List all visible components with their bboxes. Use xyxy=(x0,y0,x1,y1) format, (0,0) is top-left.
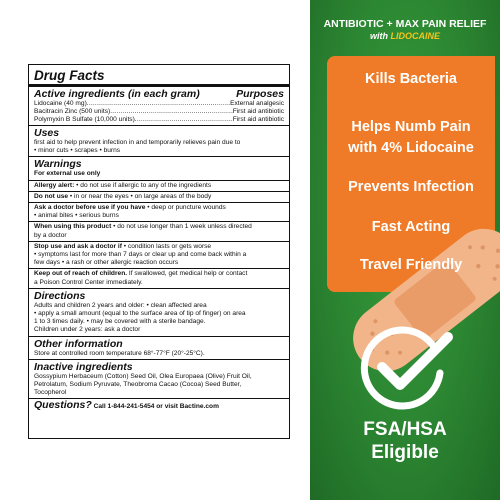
divider xyxy=(29,191,289,192)
questions-label: Questions? xyxy=(34,399,92,412)
divider xyxy=(29,359,289,360)
product-headline: ANTIBIOTIC + MAX PAIN RELIEF xyxy=(323,18,487,30)
other-info-text: Store at controlled room temperature 68°-77°F (20°-25°C). xyxy=(34,349,205,357)
benefit-prevents-infection: Prevents Infection xyxy=(348,179,474,195)
ingredient-row xyxy=(34,108,284,116)
divider xyxy=(29,241,289,242)
allergy-text: • do not use if allergic to any of the ingredients xyxy=(74,181,212,189)
ask-doctor-text-2: • animal bites • serious burns xyxy=(34,212,119,220)
divider xyxy=(29,202,289,203)
fsa-line-1: FSA/HSA xyxy=(363,419,447,440)
directions-text: 1 to 3 times daily. • may be covered with a sterile bandage. xyxy=(34,318,206,326)
warnings-header: Warnings xyxy=(34,158,82,171)
ingredient-purpose: First aid antibiotic xyxy=(232,108,284,115)
ingredient-name: Polymyxin B Sulfate (10,000 units) xyxy=(34,116,135,123)
keep-out-label: Keep out of reach of children. xyxy=(34,270,128,278)
inactive-ingredients-text: Petrolatum, Sodium Pyruvate, Theobroma Cacao (Cocoa) Seed Butter, xyxy=(34,381,242,389)
divider xyxy=(29,268,289,269)
when-using xyxy=(34,223,284,231)
benefit-travel-friendly: Travel Friendly xyxy=(359,257,463,273)
do-not-use-text: • in or near the eyes • on large areas of the body xyxy=(68,192,212,200)
directions-text: Children under 2 years: ask a doctor xyxy=(34,326,141,334)
keep-out-text: If swallowed, get medical help or contact xyxy=(127,270,248,278)
purposes-label: Purposes xyxy=(236,88,284,100)
leader-dots xyxy=(87,100,230,108)
ingredient-name: Lidocaine (40 mg) xyxy=(34,100,87,107)
active-ingredients-label: Active ingredients (in each gram) xyxy=(34,88,200,100)
directions-header: Directions xyxy=(34,289,86,302)
leader-dots xyxy=(135,116,233,124)
benefit-kills-bacteria: Kills Bacteria xyxy=(365,71,457,87)
when-using-label: When using this product xyxy=(34,223,112,231)
questions-text: Call 1-844-241-5454 or visit Bactine.com xyxy=(91,403,219,411)
allergy-alert xyxy=(34,182,284,190)
drug-facts-panel xyxy=(28,64,290,439)
divider xyxy=(29,180,289,181)
when-using-text: • do not use longer than 1 week unless directed xyxy=(111,223,252,231)
lidocaine-highlight: LIDOCAINE xyxy=(390,31,440,41)
do-not-use xyxy=(34,193,284,201)
stop-use-text-2: • symptoms last for more than 7 days or clear up and come back within a xyxy=(34,251,247,259)
divider xyxy=(29,221,289,222)
active-ingredients-header xyxy=(34,88,284,100)
ask-doctor-label: Ask a doctor before use if you have xyxy=(34,204,146,212)
benefits-panel xyxy=(310,0,500,500)
ingredient-name: Bacitracin Zinc (500 units) xyxy=(34,108,111,115)
inactive-ingredients-text: Tocopherol xyxy=(34,389,67,397)
other-info-header: Other information xyxy=(34,337,123,350)
inactive-ingredients-header: Inactive ingredients xyxy=(34,360,133,373)
uses-header: Uses xyxy=(34,127,60,139)
keep-out-text-2: a Poison Control Center immediately. xyxy=(34,278,143,286)
uses-text: • minor cuts • scrapes • burns xyxy=(34,147,121,155)
do-not-use-label: Do not use xyxy=(34,192,69,200)
stop-use-label: Stop use and ask a doctor if xyxy=(34,242,122,250)
benefit-fast-acting: Fast Acting xyxy=(371,219,451,235)
stop-use-text-3: few days • a rash or other allergic reaction occurs xyxy=(34,259,179,267)
when-using-text-2: by a doctor xyxy=(34,231,67,239)
directions-text: • apply a small amount (equal to the surface area of tip of finger) on area xyxy=(34,310,246,318)
leader-dots xyxy=(110,108,232,116)
ingredient-purpose: First aid antibiotic xyxy=(232,116,284,123)
divider xyxy=(29,125,289,126)
stop-use-text: • condition lasts or gets worse xyxy=(121,242,212,250)
fsa-line-2: Eligible xyxy=(371,442,439,463)
drug-facts-title: Drug Facts xyxy=(34,68,105,83)
benefit-numb-pain-line1: Helps Numb Pain xyxy=(351,119,471,135)
ingredient-purpose: External analgesic xyxy=(230,100,284,107)
keep-out xyxy=(34,270,284,278)
allergy-label: Allergy alert: xyxy=(34,181,75,189)
ingredient-row xyxy=(34,100,284,108)
stop-use xyxy=(34,243,284,251)
inactive-ingredients-text: Gossypium Herbaceum (Cotton) Seed Oil, Olea Europaea (Olive) Fruit Oil, xyxy=(34,372,252,380)
divider xyxy=(29,336,289,337)
directions-text: Adults and children 2 years and older: • clean affected area xyxy=(34,301,207,309)
questions-line xyxy=(34,400,284,412)
ask-doctor-text: • deep or puncture wounds xyxy=(145,204,226,212)
divider xyxy=(29,288,289,289)
divider xyxy=(29,156,289,157)
benefit-numb-pain-line2: with 4% Lidocaine xyxy=(348,140,474,156)
divider xyxy=(29,84,289,87)
uses-text: first aid to help prevent infection in and temporarily relieves pain due to xyxy=(34,139,241,146)
with-label: with xyxy=(370,31,391,41)
checkmark-icon xyxy=(352,325,456,415)
ingredient-row xyxy=(34,116,284,124)
fsa-hsa-eligible xyxy=(310,418,500,464)
external-use-text: For external use only xyxy=(34,170,101,178)
ask-doctor xyxy=(34,204,284,212)
